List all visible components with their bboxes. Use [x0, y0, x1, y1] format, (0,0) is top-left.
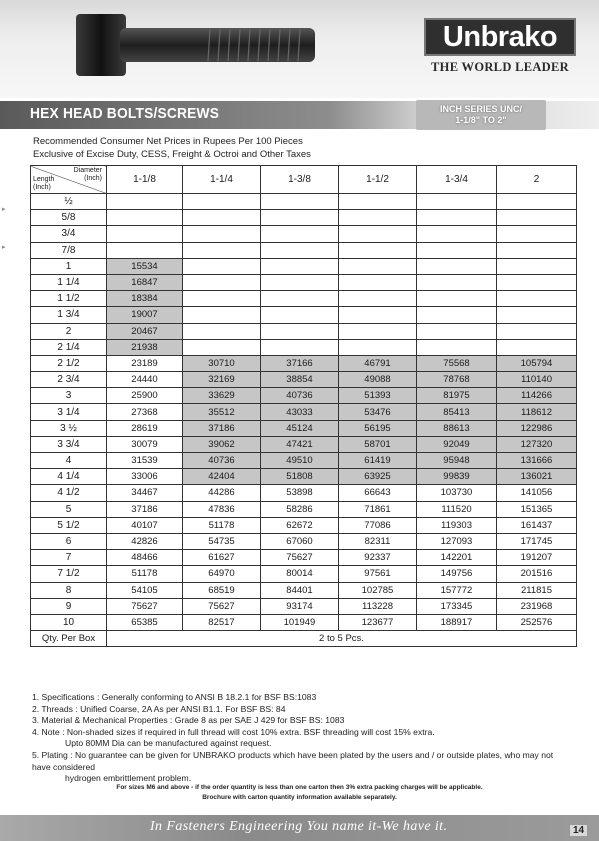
table-row: [31, 339, 577, 355]
price-cell: [183, 258, 261, 274]
price-cell: 110140: [497, 372, 577, 388]
price-cell: 78768: [417, 372, 497, 388]
price-cell: [497, 226, 577, 242]
table-row: [31, 501, 577, 517]
row-length-label: 3/4: [31, 226, 107, 242]
price-cell: [339, 323, 417, 339]
row-length-label: 5/8: [31, 210, 107, 226]
price-cell: 34467: [107, 485, 183, 501]
edge-mark: ▸: [2, 244, 6, 251]
table-corner-cell: [31, 166, 107, 194]
qty-value: 2 to 5 Pcs.: [107, 631, 577, 647]
price-cell: 81975: [417, 388, 497, 404]
price-cell: [417, 291, 497, 307]
table-row: [31, 404, 577, 420]
row-length-label: 4: [31, 453, 107, 469]
price-cell: 47421: [261, 436, 339, 452]
price-cell: 25900: [107, 388, 183, 404]
price-cell: 65385: [107, 614, 183, 630]
price-cell: [261, 210, 339, 226]
price-cell: [339, 210, 417, 226]
price-cell: 161437: [497, 517, 577, 533]
column-header: 1-1/2: [339, 166, 417, 194]
row-length-label: 2 1/2: [31, 355, 107, 371]
price-cell: 173345: [417, 598, 497, 614]
price-cell: 51808: [261, 469, 339, 485]
price-cell: 64970: [183, 566, 261, 582]
price-cell: 54105: [107, 582, 183, 598]
price-cell: 142201: [417, 550, 497, 566]
price-cell: [261, 242, 339, 258]
price-cell: 149756: [417, 566, 497, 582]
price-cell: [261, 291, 339, 307]
row-length-label: 1 3/4: [31, 307, 107, 323]
row-length-label: 3 1/4: [31, 404, 107, 420]
table-row: [31, 226, 577, 242]
price-cell: 46791: [339, 355, 417, 371]
price-cell: 118612: [497, 404, 577, 420]
price-cell: [417, 274, 497, 290]
price-cell: [339, 274, 417, 290]
price-cell: 127093: [417, 533, 497, 549]
table-row: [31, 194, 577, 210]
price-cell: [339, 307, 417, 323]
price-cell: 131666: [497, 453, 577, 469]
price-cell: 38854: [261, 372, 339, 388]
table-row: [31, 323, 577, 339]
row-length-label: 2: [31, 323, 107, 339]
row-length-label: 5: [31, 501, 107, 517]
price-cell: 113228: [339, 598, 417, 614]
footer-motto: In Fasteners Engineering You name it-We have it.: [150, 819, 448, 834]
notes: [32, 692, 572, 785]
price-cell: 19007: [107, 307, 183, 323]
price-cell: 28619: [107, 420, 183, 436]
price-cell: [183, 307, 261, 323]
price-cell: 58286: [261, 501, 339, 517]
price-cell: 95948: [417, 453, 497, 469]
price-cell: 40107: [107, 517, 183, 533]
price-cell: 33629: [183, 388, 261, 404]
price-cell: 51178: [183, 517, 261, 533]
price-cell: [497, 323, 577, 339]
price-cell: 49510: [261, 453, 339, 469]
price-cell: 68519: [183, 582, 261, 598]
price-cell: 53476: [339, 404, 417, 420]
price-cell: 84401: [261, 582, 339, 598]
page-number: 14: [570, 825, 587, 836]
note-item: 1. Specifications : Generally conforming to ANSI B 18.2.1 for BSF BS:1083: [32, 692, 317, 702]
price-cell: [183, 210, 261, 226]
column-header: 2: [497, 166, 577, 194]
table-row: [31, 582, 577, 598]
price-cell: 201516: [497, 566, 577, 582]
price-cell: 211815: [497, 582, 577, 598]
table-row: [31, 242, 577, 258]
price-cell: [261, 258, 339, 274]
price-cell: 40736: [261, 388, 339, 404]
table-row: [31, 372, 577, 388]
price-cell: 151365: [497, 501, 577, 517]
table-row: [31, 210, 577, 226]
price-cell: 136021: [497, 469, 577, 485]
price-cell: 24440: [107, 372, 183, 388]
qty-label: Qty. Per Box: [31, 631, 107, 647]
price-cell: [339, 258, 417, 274]
price-cell: 103730: [417, 485, 497, 501]
price-cell: [417, 323, 497, 339]
price-cell: 85413: [417, 404, 497, 420]
row-length-label: 1 1/2: [31, 291, 107, 307]
fine-print-1: For sizes M6 and above - if the order quantity is less than one carton then 3% extra packing charges will be applicable.: [116, 784, 483, 791]
row-length-label: 3 3/4: [31, 436, 107, 452]
price-cell: 123677: [339, 614, 417, 630]
price-cell: 56195: [339, 420, 417, 436]
table-row: [31, 598, 577, 614]
price-cell: 171745: [497, 533, 577, 549]
brand-logo: Unbrako: [424, 18, 576, 56]
price-cell: 48466: [107, 550, 183, 566]
price-cell: 119303: [417, 517, 497, 533]
column-header: 1-1/4: [183, 166, 261, 194]
series-line-2: 1-1/8" TO 2": [455, 115, 507, 125]
price-cell: 61627: [183, 550, 261, 566]
price-cell: 127320: [497, 436, 577, 452]
price-cell: 18384: [107, 291, 183, 307]
table-row: [31, 485, 577, 501]
price-cell: 188917: [417, 614, 497, 630]
price-cell: 77086: [339, 517, 417, 533]
qty-row: [31, 631, 577, 647]
row-length-label: 7/8: [31, 242, 107, 258]
row-length-label: 5 1/2: [31, 517, 107, 533]
price-cell: 33006: [107, 469, 183, 485]
price-cell: 23189: [107, 355, 183, 371]
price-cell: [339, 291, 417, 307]
row-length-label: 4 1/2: [31, 485, 107, 501]
row-length-label: 7: [31, 550, 107, 566]
row-length-label: 3: [31, 388, 107, 404]
price-cell: 43033: [261, 404, 339, 420]
table-row: [31, 550, 577, 566]
price-cell: [497, 210, 577, 226]
table-row: [31, 388, 577, 404]
price-cell: 42826: [107, 533, 183, 549]
note-item: 2. Threads : Unified Coarse, 2A As per ANSI B1.1. For BSF BS: 84: [32, 703, 286, 714]
price-cell: 30079: [107, 436, 183, 452]
price-cell: 75627: [183, 598, 261, 614]
price-cell: [339, 194, 417, 210]
price-cell: 157772: [417, 582, 497, 598]
price-cell: [339, 226, 417, 242]
row-length-label: 9: [31, 598, 107, 614]
note-item: hydrogen embrittlement problem.: [65, 773, 192, 784]
price-cell: 111520: [417, 501, 497, 517]
price-cell: 114266: [497, 388, 577, 404]
price-cell: 32169: [183, 372, 261, 388]
price-cell: 49088: [339, 372, 417, 388]
price-cell: [497, 194, 577, 210]
row-length-label: 1 1/4: [31, 274, 107, 290]
price-cell: 53898: [261, 485, 339, 501]
price-cell: [183, 242, 261, 258]
price-cell: 40736: [183, 453, 261, 469]
table-row: [31, 533, 577, 549]
series-label: [416, 100, 546, 130]
price-cell: [497, 291, 577, 307]
table-row: [31, 307, 577, 323]
price-cell: 62672: [261, 517, 339, 533]
price-cell: 75568: [417, 355, 497, 371]
note-item: 5. Plating : No guarantee can be given for UNBRAKO products which have been plated by the users and / or outside plates, who may not have considered: [32, 749, 554, 772]
price-cell: [107, 242, 183, 258]
price-cell: [417, 307, 497, 323]
price-cell: 80014: [261, 566, 339, 582]
price-cell: [107, 194, 183, 210]
price-cell: [417, 242, 497, 258]
table-row: [31, 258, 577, 274]
price-cell: 51393: [339, 388, 417, 404]
fine-print-2: Brochure with carton quantity information available separately.: [202, 794, 397, 801]
price-cell: 71861: [339, 501, 417, 517]
price-cell: 231968: [497, 598, 577, 614]
price-cell: [417, 339, 497, 355]
price-cell: [107, 210, 183, 226]
price-cell: [417, 194, 497, 210]
price-cell: [261, 194, 339, 210]
row-length-label: 10: [31, 614, 107, 630]
price-cell: 63925: [339, 469, 417, 485]
price-cell: 15534: [107, 258, 183, 274]
row-length-label: 4 1/4: [31, 469, 107, 485]
row-length-label: 8: [31, 582, 107, 598]
price-cell: 102785: [339, 582, 417, 598]
price-cell: 75627: [261, 550, 339, 566]
row-length-label: 3 ½: [31, 420, 107, 436]
note-item: 4. Note : Non-shaded sizes if required in full thread will cost 10% extra. BSF threading will cost 15% extra.: [32, 726, 435, 737]
price-cell: [183, 291, 261, 307]
price-cell: 58701: [339, 436, 417, 452]
table-row: [31, 469, 577, 485]
price-cell: [107, 226, 183, 242]
price-cell: 61419: [339, 453, 417, 469]
price-cell: 99839: [417, 469, 497, 485]
price-cell: 51178: [107, 566, 183, 582]
column-header: 1-1/8: [107, 166, 183, 194]
price-cell: [417, 210, 497, 226]
table-row: [31, 274, 577, 290]
column-header: 1-3/4: [417, 166, 497, 194]
price-cell: [497, 274, 577, 290]
row-length-label: 2 3/4: [31, 372, 107, 388]
corner-length-label: Length (Inch): [33, 176, 55, 191]
price-cell: [261, 274, 339, 290]
price-cell: 30710: [183, 355, 261, 371]
price-cell: [497, 258, 577, 274]
price-cell: 37186: [107, 501, 183, 517]
table-row: [31, 420, 577, 436]
price-cell: [183, 194, 261, 210]
price-cell: [261, 307, 339, 323]
row-length-label: 2 1/4: [31, 339, 107, 355]
price-cell: [261, 339, 339, 355]
series-line-1: INCH SERIES UNC/: [439, 104, 522, 114]
subtitle-line-2: Exclusive of Excise Duty, CESS, Freight & Octroi and Other Taxes: [33, 149, 311, 160]
price-cell: 35512: [183, 404, 261, 420]
price-cell: 67060: [261, 533, 339, 549]
price-cell: 82311: [339, 533, 417, 549]
price-cell: 20467: [107, 323, 183, 339]
price-cell: [497, 242, 577, 258]
price-cell: 42404: [183, 469, 261, 485]
price-cell: 105794: [497, 355, 577, 371]
note-item: Upto 80MM Dia can be manufactured against request.: [65, 738, 272, 749]
price-cell: [497, 339, 577, 355]
table-row: [31, 517, 577, 533]
bolt-image: [70, 8, 320, 80]
price-cell: 16847: [107, 274, 183, 290]
brand-tagline: THE WORLD LEADER: [431, 60, 569, 74]
price-cell: 66643: [339, 485, 417, 501]
price-cell: 31539: [107, 453, 183, 469]
table-row: [31, 614, 577, 630]
price-cell: [261, 323, 339, 339]
price-cell: [339, 242, 417, 258]
price-cell: 39062: [183, 436, 261, 452]
price-cell: 191207: [497, 550, 577, 566]
table-row: [31, 291, 577, 307]
table-row: [31, 453, 577, 469]
row-length-label: 1: [31, 258, 107, 274]
price-cell: 37186: [183, 420, 261, 436]
subtitle-line-1: Recommended Consumer Net Prices in Rupees Per 100 Pieces: [33, 136, 303, 147]
price-cell: 141056: [497, 485, 577, 501]
price-cell: 45124: [261, 420, 339, 436]
price-cell: 47836: [183, 501, 261, 517]
price-cell: 82517: [183, 614, 261, 630]
price-cell: [183, 339, 261, 355]
price-cell: [183, 323, 261, 339]
price-cell: 21938: [107, 339, 183, 355]
price-cell: 75627: [107, 598, 183, 614]
price-cell: 27368: [107, 404, 183, 420]
table-row: [31, 566, 577, 582]
price-cell: 88613: [417, 420, 497, 436]
price-cell: [339, 339, 417, 355]
section-title: HEX HEAD BOLTS/SCREWS: [30, 105, 220, 122]
price-cell: 252576: [497, 614, 577, 630]
price-cell: 44286: [183, 485, 261, 501]
price-cell: 92337: [339, 550, 417, 566]
price-cell: 97561: [339, 566, 417, 582]
price-cell: 101949: [261, 614, 339, 630]
row-length-label: 7 1/2: [31, 566, 107, 582]
table-header-row: [31, 166, 577, 194]
price-cell: [417, 226, 497, 242]
price-cell: 122986: [497, 420, 577, 436]
table-row: [31, 355, 577, 371]
price-cell: [497, 307, 577, 323]
table-row: [31, 436, 577, 452]
price-cell: 93174: [261, 598, 339, 614]
row-length-label: ½: [31, 194, 107, 210]
price-cell: [183, 274, 261, 290]
edge-mark: ▸: [2, 206, 6, 213]
price-cell: [261, 226, 339, 242]
column-header: 1-3/8: [261, 166, 339, 194]
corner-diameter-label: Diameter (Inch): [73, 167, 102, 182]
price-cell: 37166: [261, 355, 339, 371]
row-length-label: 6: [31, 533, 107, 549]
price-cell: [183, 226, 261, 242]
note-item: 3. Material & Mechanical Properties : Grade 8 as per SAE J 429 for BSF BS: 1083: [32, 715, 345, 726]
price-cell: 92049: [417, 436, 497, 452]
price-cell: [417, 258, 497, 274]
price-table: [30, 165, 577, 647]
price-cell: 54735: [183, 533, 261, 549]
